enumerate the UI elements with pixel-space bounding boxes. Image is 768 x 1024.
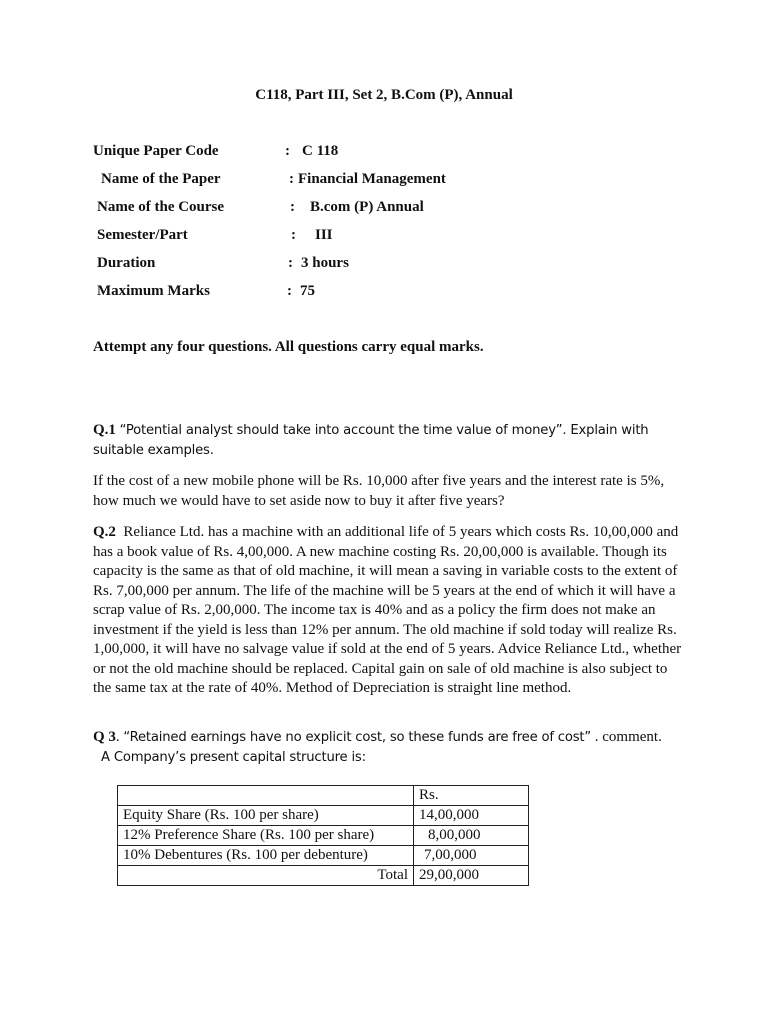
meta-sep: : (291, 227, 296, 243)
table-total-value: 29,00,000 (414, 866, 529, 886)
question-subtext: A Company’s present capital structure is: (101, 749, 366, 765)
question-number: Q 3 (93, 729, 116, 745)
meta-label-semester: Semester/Part (97, 227, 188, 243)
table-row (118, 806, 529, 826)
meta-value-semester: III (315, 227, 333, 243)
question-1 (93, 421, 683, 460)
meta-value-paper-name: Financial Management (298, 171, 446, 187)
meta-label-duration: Duration (97, 255, 156, 271)
table-row (118, 826, 529, 846)
table-cell: 10% Debentures (Rs. 100 per debenture) (118, 846, 414, 866)
meta-label-course: Name of the Course (97, 199, 225, 215)
meta-value-duration: 3 hours (301, 255, 349, 271)
table-cell (118, 786, 414, 806)
meta-label-paper-name: Name of the Paper (101, 171, 221, 187)
table-header-cell: Rs. (414, 786, 529, 806)
table-cell: 12% Preference Share (Rs. 100 per share) (118, 826, 414, 846)
question-1-problem: If the cost of a new mobile phone will be Rs. 10,000 after five years and the interest rate is 5%, how much we would have to set aside now to buy it after five years? (93, 473, 665, 509)
question-dot: . (115, 729, 120, 745)
meta-label-paper-code: Unique Paper Code (93, 143, 219, 159)
capital-structure-table (117, 785, 529, 886)
question-tail: . comment. (594, 729, 662, 745)
question-2 (93, 523, 683, 699)
table-cell: 8,00,000 (414, 826, 529, 846)
table-cell: 7,00,000 (414, 846, 529, 866)
question-number: Q.1 (93, 422, 116, 438)
table-total-row (118, 866, 529, 886)
meta-sep: : (290, 199, 295, 215)
table-cell: 14,00,000 (414, 806, 529, 826)
question-text: “Retained earnings have no explicit cost, so these funds are free of cost” (123, 730, 592, 745)
table-total-label: Total (118, 866, 414, 886)
table-row (118, 846, 529, 866)
meta-sep: : (285, 143, 290, 159)
meta-sep: : (288, 255, 293, 271)
question-text: “Potential analyst should take into account the time value of money”. Explain with suitable examples. (93, 423, 649, 458)
table-cell: Equity Share (Rs. 100 per share) (118, 806, 414, 826)
question-text: Reliance Ltd. has a machine with an additional life of 5 years which costs Rs. 10,00,000 and has a book value of Rs. 4,00,000. A new machine costing Rs. 20,00,000 is available. Though its capacity is the same as that of old machine, it will mean a saving in variable costs to the extent of Rs. 7,00,000 per annum. The life of the machine will be 5 years at the end of which it will have a scrap value of Rs. 2,00,000. The income tax is 40% and as a policy the firm does not make an investment if the yield is less than 12% per annum. The old machine if sold today will realize Rs. 1,00,000, it will have no salvage value if sold at the end of 5 years. Advice Reliance Ltd., whether or not the old machine should be replaced. Capital gain on sale of old machine is also subject to the same tax at the rate of 40%. Method of Depreciation is straight line method. (93, 524, 682, 696)
meta-value-max-marks: 75 (300, 283, 315, 299)
meta-sep: : (289, 171, 294, 187)
meta-value-paper-code: C 118 (302, 143, 339, 159)
meta-value-course: B.com (P) Annual (310, 199, 424, 215)
page-title: C118, Part III, Set 2, B.Com (P), Annual (255, 87, 513, 103)
table-header-row (118, 786, 529, 806)
question-3 (93, 728, 683, 767)
meta-sep: : (287, 283, 292, 299)
question-number: Q.2 (93, 524, 116, 540)
meta-label-max-marks: Maximum Marks (97, 283, 210, 299)
instructions: Attempt any four questions. All questions carry equal marks. (93, 339, 484, 355)
